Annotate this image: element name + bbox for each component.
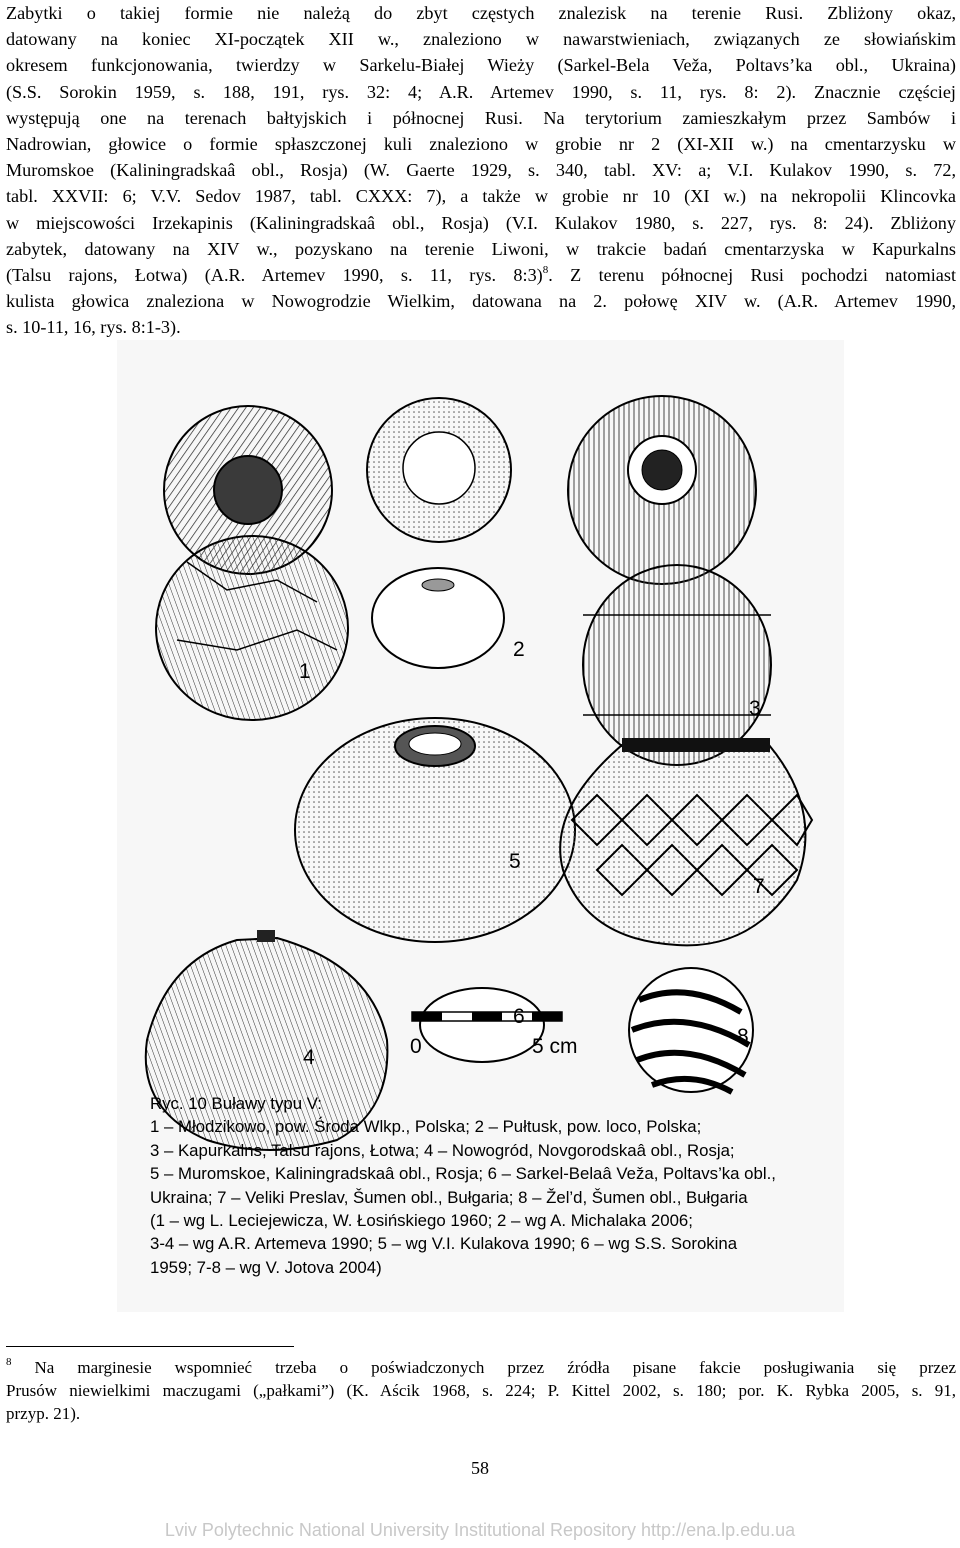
scale-label-start: 0	[410, 1035, 422, 1058]
body-line-3: okresem funkcjonowania, twierdzy w Sarkelu-Białej Wieży (Sarkel-Bela Veža, Poltavs’ka obl., Ukraina)	[6, 55, 956, 76]
figure-label-1: 1	[299, 660, 311, 683]
caption-line-4: 5 – Muromskoe, Kaliningradskaâ obl., Rosja; 6 – Sarkel-Belaâ Veža, Poltavs’ka obl.,	[150, 1164, 776, 1184]
mace-3-drawing	[568, 396, 771, 765]
page-number: 58	[471, 1458, 489, 1478]
figure-label-7: 7	[753, 875, 765, 898]
caption-line-5: Ukraina; 7 – Veliki Preslav, Šumen obl., Bułgaria; 8 – Žel’d, Šumen obl., Bułgaria	[150, 1187, 748, 1207]
caption-line-6: (1 – wg L. Leciejewicza, W. Łosińskiego 1960; 2 – wg A. Michalaka 2006;	[150, 1211, 693, 1231]
body-line-10: zabytek, datowany na XIV w., pozyskano na terenie Liwoni, w trakcie badań cmentarzyska w Kapurkalns	[6, 238, 956, 259]
scale-label-end: 5 cm	[532, 1035, 578, 1058]
caption-line-1: Ryc. 10 Buławy typu V:	[150, 1094, 322, 1113]
figure-label-3: 3	[749, 697, 761, 720]
mace-1-drawing	[156, 406, 348, 720]
mace-8-drawing	[629, 968, 753, 1092]
mace-5-drawing	[295, 718, 575, 942]
footnote-line-1: $^8$ Na marginesie wspomnieć trzeba o poświadczonych przez źródła pisane fakcie posługiwania się przez	[6, 1356, 957, 1377]
mace-2-drawing	[367, 398, 511, 668]
footnote-line-3: przyp. 21).	[6, 1404, 81, 1424]
caption-line-3: 3 – Kapurkalns, Talsu rajons, Łotwa; 4 – Nowogród, Novgorodskaâ obl., Rosja;	[150, 1140, 735, 1160]
repository-watermark[interactable]: Lviv Polytechnic National University Institutional Repository http://ena.lp.edu.ua	[164, 1520, 796, 1540]
figure-caption	[150, 1092, 840, 1279]
scale-bar	[412, 1012, 562, 1021]
footnote-rule	[6, 1346, 294, 1347]
body-line-11: (Talsu rajons, Łotwa) (A.R. Artemev 1990, s. 11, rys. 8:3)$^8$. Z terenu północnej Rusi pochodzi natomiast	[6, 263, 956, 285]
body-line-4: (S.S. Sorokin 1959, s. 188, 191, rys. 32: 4; A.R. Artemev 1990, s. 11, rys. 8: 2). Znacznie częściej	[6, 81, 956, 102]
mace-6-drawing	[420, 988, 544, 1062]
figure-label-2: 2	[513, 638, 525, 661]
caption-line-2: 1 – Młodzikowo, pow. Środa Wlkp., Polska; 2 – Pułtusk, pow. loco, Polska;	[150, 1117, 702, 1137]
figure-label-6: 6	[513, 1005, 525, 1028]
body-line-1: Zabytki o takiej formie nie należą do zbyt częstych znalezisk na terenie Rusi. Zbliżony okaz,	[6, 3, 956, 23]
footnote	[6, 1356, 956, 1426]
figure-label-4: 4	[303, 1046, 315, 1069]
footnote-ref[interactable]: 8	[542, 263, 549, 276]
body-line-9: w miejscowości Irzekapinis (Kaliningradskaâ obl., Rosja) (V.I. Kulakov 1980, s. 227, rys. 8: 24). Zbliżony	[6, 212, 956, 233]
body-line-12: kulista głowica znaleziona w Nowogrodzie Wielkim, datowana na 2. połowę XIV w. (A.R. Artemev 1990,	[6, 291, 956, 312]
body-line-5: występują one na terenach bałtyjskich i północnej Rusi. Na terytorium zamieszkałym przez Sambów i	[6, 107, 956, 128]
caption-line-8: 1959; 7-8 – wg V. Jotova 2004)	[150, 1257, 382, 1277]
figure-label-5: 5	[509, 850, 521, 873]
body-line-13: s. 10-11, 16, rys. 8:1-3).	[6, 317, 181, 338]
footnote-line-2: Prusów niewielkimi maczugami („pałkami”) (K. Aścik 1968, s. 224; P. Kittel 2002, s. 180; por. K. Rybka 2005, s. 91,	[6, 1381, 956, 1401]
mace-7-drawing	[560, 738, 812, 945]
body-line-7: Muromskoe (Kaliningradskaâ obl., Rosja) (W. Gaerte 1929, s. 340, tabl. XV: a; V.I. Kulakov 1990, s. 72,	[6, 160, 956, 181]
footnote-number: 8	[6, 1356, 12, 1368]
caption-line-7: 3-4 – wg A.R. Artemeva 1990; 5 – wg V.I. Kulakova 1990; 6 – wg S.S. Sorokina	[150, 1234, 738, 1254]
body-paragraph	[6, 0, 956, 340]
body-line-6: Nadrowian, głowice o formie spłaszczonej kuli znaleziono w grobie nr 2 (XI-XII w.) na cmentarzysku w	[6, 133, 956, 154]
body-line-2: datowany na koniec XI-początek XII w., znaleziono w nawarstwieniach, związanych ze słowiańskim	[6, 29, 956, 50]
figure-label-8: 8	[737, 1025, 749, 1048]
body-line-8: tabl. XXVII: 6; V.V. Sedov 1987, tabl. CXXX: 7), a także w grobie nr 10 (XI w.) na nekropolii Klincovka	[6, 186, 956, 207]
